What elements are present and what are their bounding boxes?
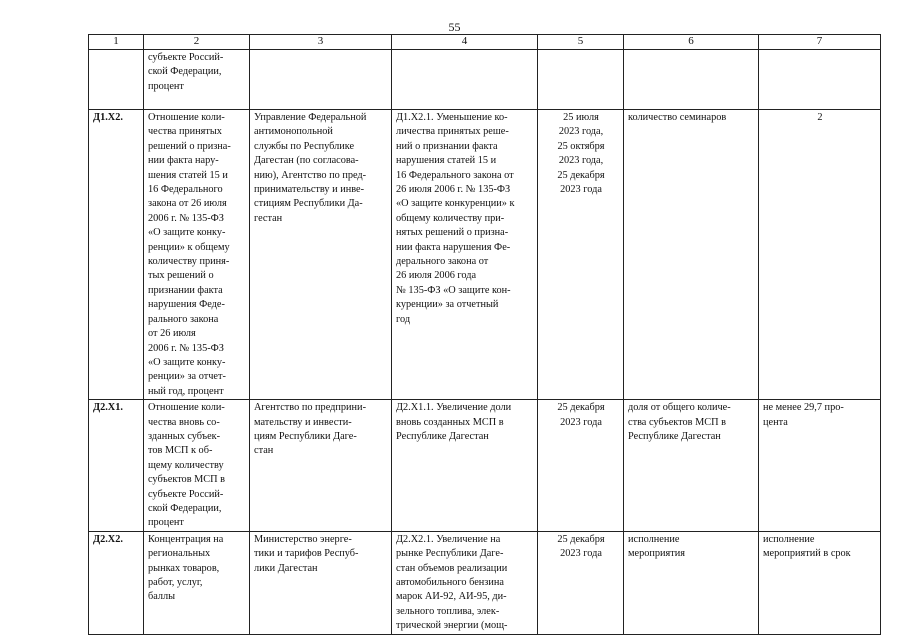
cell-result bbox=[624, 50, 759, 110]
text-line: год bbox=[396, 313, 411, 325]
table-row-continuation bbox=[89, 50, 881, 110]
text-line: работ, услуг, bbox=[148, 577, 203, 588]
text-line: Д2.Х1.1. Увеличение доли bbox=[396, 402, 512, 414]
text-line: стициям Республики Да- bbox=[254, 198, 363, 210]
text-line: рального закона bbox=[148, 313, 219, 325]
cell-indicator bbox=[144, 50, 250, 110]
cell-target bbox=[759, 50, 881, 110]
text-line: рынках товаров, bbox=[148, 562, 220, 574]
text-line: 2023 года, bbox=[558, 155, 604, 167]
text-line: циям Республики Даге- bbox=[254, 430, 357, 442]
text-line: от 26 июля bbox=[148, 328, 196, 340]
text-line: шения статей 15 и bbox=[148, 169, 228, 181]
text-line: Дагестан (по согласова- bbox=[254, 155, 359, 167]
text-line: 25 октября bbox=[557, 140, 605, 152]
text-line: марок АИ-92, АИ-95, ди- bbox=[396, 591, 507, 603]
cell-indicator bbox=[144, 400, 250, 532]
text-line: «О защите конку- bbox=[148, 227, 226, 239]
text-line: нии факта нарушения Фе- bbox=[396, 241, 511, 253]
cell-measure bbox=[392, 110, 538, 400]
text-line: 2023 года bbox=[560, 184, 602, 196]
text-line: 2 bbox=[817, 112, 823, 123]
text-line: признании факта bbox=[148, 284, 223, 296]
text-line: 25 декабря bbox=[557, 169, 605, 181]
text-line: «О защите конкуренции» к bbox=[396, 198, 515, 210]
text-line: закона от 26 июля bbox=[148, 198, 227, 210]
text-line: автомобильного бензина bbox=[396, 577, 504, 588]
measures-table bbox=[88, 34, 881, 635]
text-line: тики и тарифов Респуб- bbox=[254, 548, 359, 560]
text-line: нарушения Феде- bbox=[148, 299, 225, 311]
text-line: рынке Республики Даге- bbox=[396, 548, 504, 560]
text-line: ренции» за отчет- bbox=[148, 371, 226, 383]
text-line: зельного топлива, элек- bbox=[396, 605, 500, 617]
col-header-1: 1 bbox=[89, 35, 144, 50]
table-row bbox=[89, 531, 881, 634]
text-line: исполнение bbox=[628, 533, 680, 545]
text-line: 2023 года bbox=[560, 548, 602, 560]
text-line: Отношение коли- bbox=[148, 402, 225, 414]
text-line: 26 июля 2006 года bbox=[396, 270, 477, 282]
text-line: № 135-ФЗ «О защите кон- bbox=[396, 284, 511, 296]
text-line: субъекте Россий- bbox=[148, 52, 224, 63]
text-line: чества принятых bbox=[148, 126, 222, 138]
text-line: щему количеству bbox=[148, 459, 224, 471]
text-line: нии факта нару- bbox=[148, 155, 219, 167]
text-line: Д1.Х2.1. Уменьшение ко- bbox=[396, 112, 508, 123]
page-number: 55 bbox=[448, 20, 461, 34]
text-line: нию), Агентство по пред- bbox=[254, 169, 367, 181]
cell-deadline bbox=[538, 110, 624, 400]
text-line: стан bbox=[254, 445, 274, 457]
text-line: субъектов МСП в bbox=[148, 474, 226, 486]
text-line: 25 июля bbox=[563, 112, 599, 123]
text-line: 2006 г. № 135-ФЗ bbox=[148, 212, 224, 224]
text-line: 2006 г. № 135-ФЗ bbox=[148, 342, 224, 354]
text-line: процент bbox=[148, 80, 184, 92]
text-line: региональных bbox=[148, 548, 211, 560]
text-line: принимательству и инве- bbox=[254, 184, 365, 196]
cell-executor bbox=[250, 110, 392, 400]
text-line: куренции» за отчетный bbox=[396, 299, 499, 311]
text-line: лики Дагестан bbox=[254, 562, 318, 574]
cell-result bbox=[624, 110, 759, 400]
text-line: 16 Федерального закона от bbox=[396, 169, 514, 181]
text-line: 25 декабря bbox=[557, 402, 605, 414]
text-line: процент bbox=[148, 517, 184, 529]
cell-target bbox=[759, 531, 881, 634]
text-line: количеству приня- bbox=[148, 256, 230, 268]
text-line: службы по Республике bbox=[254, 140, 355, 152]
cell-code: Д1.Х2. bbox=[89, 110, 144, 400]
text-line: 2023 года, bbox=[558, 126, 604, 138]
col-header-7: 7 bbox=[759, 35, 881, 50]
text-line: гестан bbox=[254, 212, 283, 224]
cell-indicator bbox=[144, 110, 250, 400]
text-line: баллы bbox=[148, 591, 176, 603]
text-line: доля от общего количе- bbox=[628, 402, 731, 414]
cell-target bbox=[759, 110, 881, 400]
text-line: личества принятых реше- bbox=[396, 126, 509, 138]
text-line: ный год, процент bbox=[148, 385, 224, 397]
text-line: 16 Федерального bbox=[148, 184, 223, 196]
text-line: зданных субъек- bbox=[148, 430, 221, 442]
cell-deadline bbox=[538, 531, 624, 634]
text-line: субъекте Россий- bbox=[148, 488, 224, 500]
col-header-2: 2 bbox=[144, 35, 250, 50]
text-line: тых решений о bbox=[148, 270, 214, 282]
text-line: 26 июля 2006 г. № 135-ФЗ bbox=[396, 184, 511, 196]
text-line: мероприятия bbox=[628, 548, 686, 560]
text-line: вновь созданных МСП в bbox=[396, 416, 504, 428]
text-line: ний о признании факта bbox=[396, 140, 498, 152]
cell-code bbox=[89, 50, 144, 110]
text-line: цента bbox=[763, 416, 788, 428]
text-line: тов МСП к об- bbox=[148, 445, 213, 457]
cell-measure bbox=[392, 531, 538, 634]
text-line: Министерство энерге- bbox=[254, 533, 352, 545]
text-line: Отношение коли- bbox=[148, 112, 225, 123]
text-line: исполнение bbox=[763, 533, 815, 545]
text-line: дерального закона от bbox=[396, 256, 489, 268]
cell-executor bbox=[250, 400, 392, 532]
text-line: Агентство по предприни- bbox=[254, 402, 366, 414]
text-line: общему количеству при- bbox=[396, 212, 505, 224]
text-line: 2023 года bbox=[560, 416, 602, 428]
cell-executor bbox=[250, 50, 392, 110]
text-line: Управление Федеральной bbox=[254, 112, 367, 123]
text-line: «О защите конку- bbox=[148, 356, 226, 368]
text-line: ской Федерации, bbox=[148, 502, 222, 514]
text-line: Д2.Х2.1. Увеличение на bbox=[396, 533, 501, 545]
text-line: 25 декабря bbox=[557, 533, 605, 545]
cell-result bbox=[624, 531, 759, 634]
text-line: количество семинаров bbox=[628, 112, 727, 123]
cell-executor bbox=[250, 531, 392, 634]
text-line: мероприятий в срок bbox=[763, 548, 851, 560]
text-line: Республике Дагестан bbox=[628, 430, 721, 442]
table-row bbox=[89, 110, 881, 400]
text-line: Концентрация на bbox=[148, 533, 224, 545]
text-line: не менее 29,7 про- bbox=[763, 402, 844, 414]
text-line: чества вновь со- bbox=[148, 416, 220, 428]
cell-measure bbox=[392, 400, 538, 532]
cell-result bbox=[624, 400, 759, 532]
table-row bbox=[89, 400, 881, 532]
col-header-4: 4 bbox=[392, 35, 538, 50]
text-line: Республике Дагестан bbox=[396, 430, 489, 442]
col-header-3: 3 bbox=[250, 35, 392, 50]
text-line: стан объемов реализации bbox=[396, 562, 508, 574]
text-line: антимонопольной bbox=[254, 126, 333, 138]
text-line: ской Федерации, bbox=[148, 66, 222, 78]
cell-measure bbox=[392, 50, 538, 110]
cell-indicator bbox=[144, 531, 250, 634]
cell-code: Д2.Х2. bbox=[89, 531, 144, 634]
cell-code: Д2.Х1. bbox=[89, 400, 144, 532]
col-header-6: 6 bbox=[624, 35, 759, 50]
col-header-5: 5 bbox=[538, 35, 624, 50]
cell-deadline bbox=[538, 50, 624, 110]
text-line: трической энергии (мощ- bbox=[396, 620, 508, 632]
cell-target bbox=[759, 400, 881, 532]
column-number-row bbox=[89, 35, 881, 50]
text-line: нарушения статей 15 и bbox=[396, 155, 497, 167]
cell-deadline bbox=[538, 400, 624, 532]
text-line: ренции» к общему bbox=[148, 241, 230, 253]
text-line: мательству и инвести- bbox=[254, 416, 352, 428]
text-line: ства субъектов МСП в bbox=[628, 416, 726, 428]
text-line: решений о призна- bbox=[148, 140, 231, 152]
text-line: нятых решений о призна- bbox=[396, 227, 509, 239]
